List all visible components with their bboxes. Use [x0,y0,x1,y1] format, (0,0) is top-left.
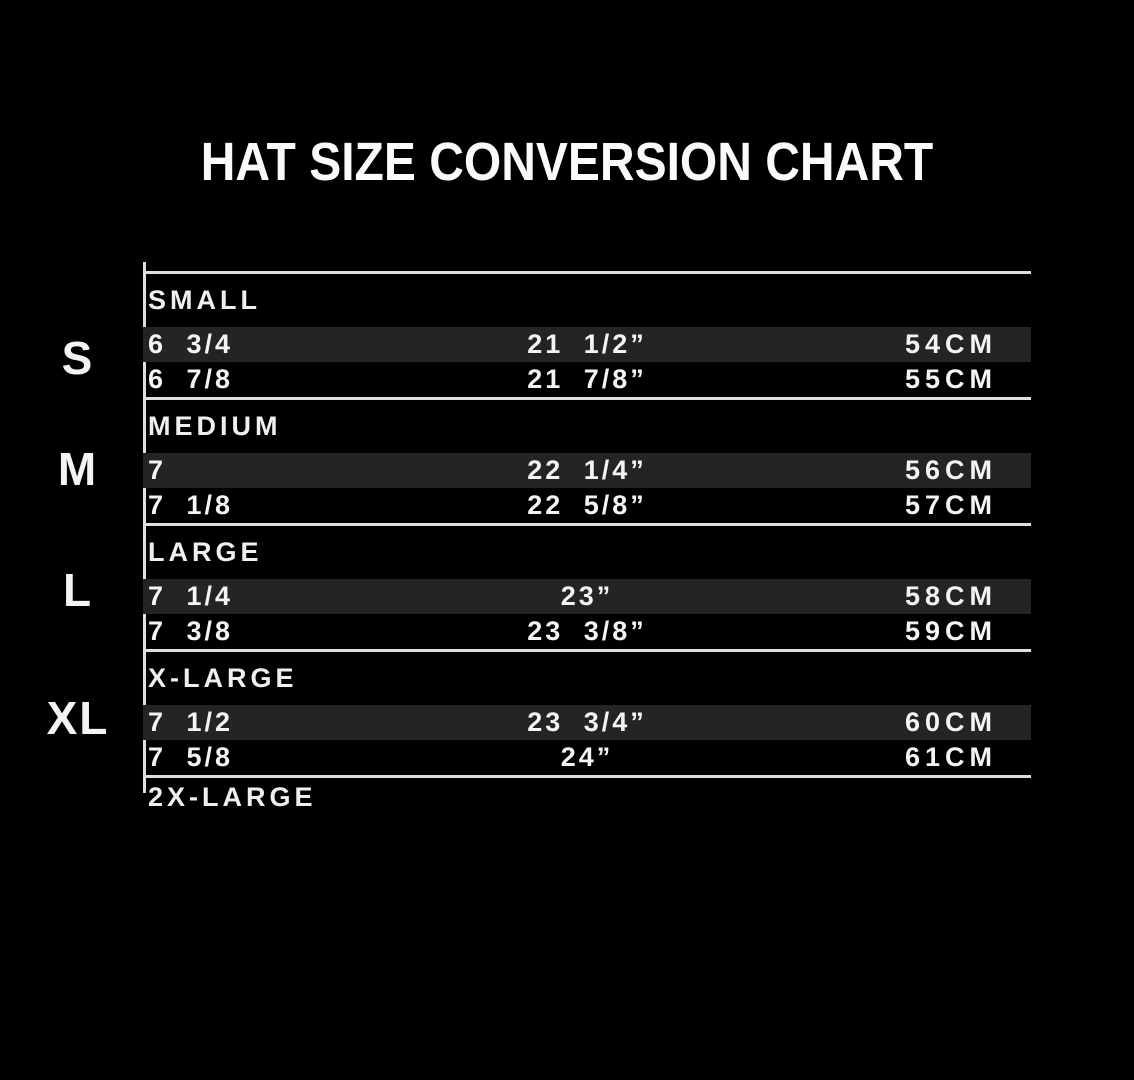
section-medium [143,397,1031,523]
hat-size-cell: 7 1/2 [148,707,234,737]
cm-cell: 54CM [904,329,997,359]
section-label: MEDIUM [148,411,282,441]
hat-size-cell: 7 1/8 [148,490,234,520]
hat-size-cell: 7 [148,455,167,485]
inches-cell: 23 3/4” [527,707,647,737]
size-table [143,271,1031,812]
hat-size-cell: 7 5/8 [148,742,234,772]
hat-size-cell: 7 3/8 [148,616,234,646]
inches-cell: 22 1/4” [527,455,647,485]
cm-cell: 56CM [904,455,997,485]
table-row [143,614,1031,649]
cm-cell: 58CM [904,581,997,611]
hat-size-cell: 7 1/4 [148,581,234,611]
section-header [143,526,1031,579]
cm-cell: 59CM [904,616,997,646]
section-large [143,523,1031,649]
inches-cell: 23” [560,581,614,611]
table-row [143,488,1031,523]
table-row [143,453,1031,488]
size-letter-xl: XL [46,692,110,744]
section-header [143,652,1031,705]
table-row [143,705,1031,740]
section-label: LARGE [148,537,263,567]
hat-size-cell: 6 3/4 [148,329,234,359]
inches-cell: 22 5/8” [527,490,647,520]
table-row [143,740,1031,775]
clipped-next-section [143,782,1031,812]
hat-size-cell: 6 7/8 [148,364,234,394]
size-letter-l: L [62,564,94,616]
table-row [143,579,1031,614]
section-small [143,271,1031,397]
cm-cell: 61CM [904,742,997,772]
clipped-next-section-label: 2X-LARGE [148,782,317,812]
table-bottom-border [143,775,1031,778]
section-header [143,400,1031,453]
cm-cell: 55CM [904,364,997,394]
section-label: SMALL [148,285,261,315]
section-label: X-LARGE [148,663,298,693]
page-title: HAT SIZE CONVERSION CHART [200,133,934,193]
size-letter-m: M [57,443,99,495]
size-letter-s: S [61,332,95,384]
section-header [143,274,1031,327]
section-x-large [143,649,1031,775]
inches-cell: 21 1/2” [527,329,647,359]
inches-cell: 24” [560,742,614,772]
table-row [143,327,1031,362]
cm-cell: 60CM [904,707,997,737]
table-row [143,362,1031,397]
cm-cell: 57CM [904,490,997,520]
inches-cell: 23 3/8” [527,616,647,646]
inches-cell: 21 7/8” [527,364,647,394]
